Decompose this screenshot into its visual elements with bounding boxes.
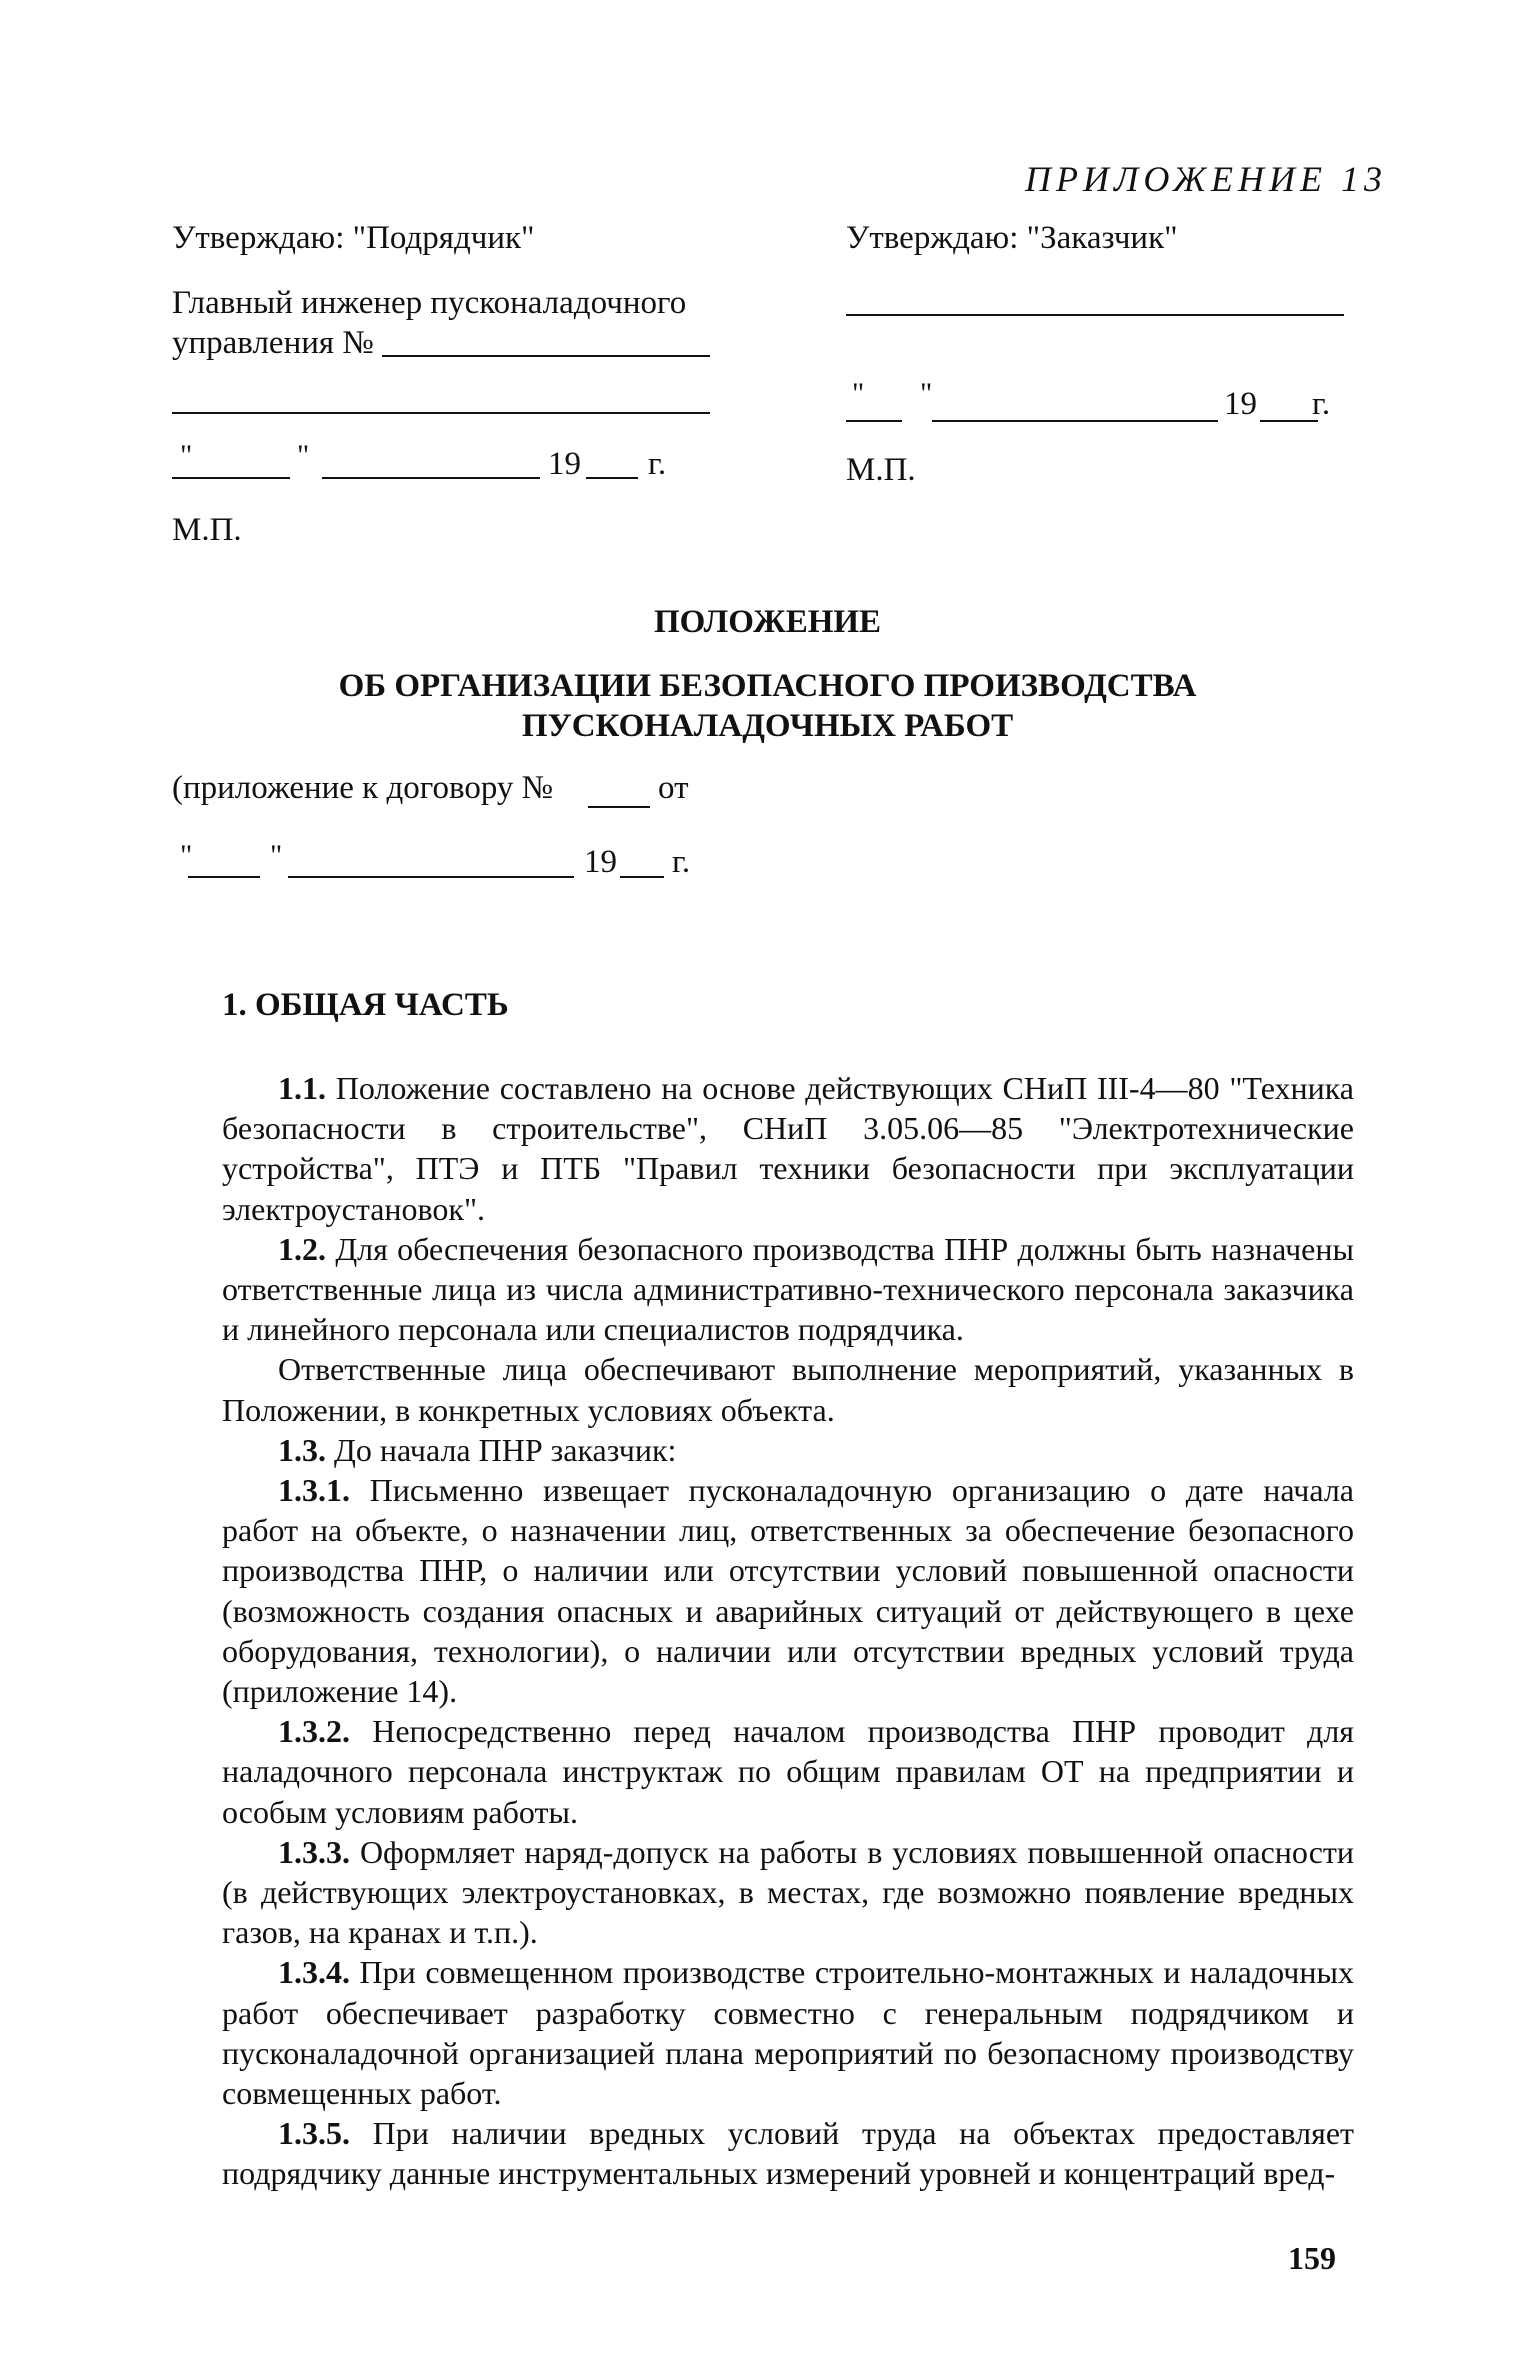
contract-year-line	[620, 876, 664, 878]
paragraph-number: 1.3.2.	[278, 1713, 350, 1750]
paragraph-1-3-2	[222, 1711, 1354, 1832]
paragraph-number: 1.3.4.	[278, 1954, 350, 1991]
document-subtitle-line1: ОБ ОРГАНИЗАЦИИ БЕЗОПАСНОГО ПРОИЗВОДСТВА	[338, 668, 1197, 704]
customer-date-quote-open: "	[852, 377, 865, 410]
contract-date-quote-close: "	[270, 839, 283, 872]
paragraph-number: 1.1.	[278, 1070, 326, 1106]
contractor-stamp: М.П.	[172, 512, 242, 548]
section-body	[222, 1068, 1354, 2194]
contract-year-suffix: г.	[672, 844, 691, 880]
paragraph-text: При наличии вредных условий труда на объектах предоставляет подрядчику данные инструментальных измерений уровней и концентраций вред-	[222, 2115, 1354, 2192]
paragraph-number: 1.2.	[278, 1230, 326, 1267]
contract-year: 19	[584, 844, 617, 880]
contractor-year: 19	[548, 446, 581, 482]
contractor-date-quote-open: "	[180, 439, 193, 472]
contract-month-line	[288, 876, 574, 878]
paragraph-text: Ответственные лица обеспечивают выполнение мероприятий, указанных в Положении, в конкретных условиях объекта.	[222, 1351, 1354, 1428]
document-title: ПОЛОЖЕНИЕ	[653, 604, 882, 640]
contract-day-line	[188, 876, 260, 878]
section-heading: 1. ОБЩАЯ ЧАСТЬ	[222, 987, 509, 1023]
customer-year-line	[1260, 420, 1318, 422]
customer-year-suffix: г.	[1312, 386, 1331, 422]
paragraph-number: 1.3.	[278, 1431, 326, 1468]
paragraph-text: При совмещенном производстве строительно-монтажных и наладочных работ обеспечивает разработку совместно с генеральным подрядчиком и пусконаладочной организацией плана мероприятий по безопасному производству совмещенных работ.	[222, 1954, 1354, 2112]
customer-day-line	[846, 420, 902, 422]
department-number-line	[382, 355, 710, 357]
contractor-year-line	[586, 477, 638, 479]
paragraph-responsible	[222, 1349, 1354, 1429]
contractor-date-quote-close: "	[297, 439, 310, 472]
contractor-role-line1: Главный инженер пусконаладочного	[172, 285, 687, 321]
customer-stamp: М.П.	[846, 452, 916, 488]
paragraph-number: 1.3.1.	[278, 1472, 350, 1509]
document-subtitle-line2: ПУСКОНАЛАДОЧНЫХ РАБОТ	[521, 708, 1014, 744]
paragraph-1-3	[222, 1430, 1354, 1470]
paragraph-1-1	[222, 1068, 1354, 1229]
paragraph-text: Письменно извещает пусконаладочную организацию о дате начала работ на объекте, о назначении лиц, ответственных за обеспечение безопасного производства ПНР, о наличии или отсутствии условий повышенной опасности (возможность создания опасных и аварийных ситуаций от действующего в цехе оборудования, технологии), о наличии или отсутствии вредных условий труда (приложение 14).	[222, 1472, 1354, 1710]
contractor-day-line	[172, 477, 290, 479]
contractor-signature-line	[172, 412, 710, 414]
paragraph-text: Положение составлено на основе действующих СНиП III-4—80 "Техника безопасности в строительстве", СНиП 3.05.06—85 "Электротехнические устройства", ПТЭ и ПТБ "Правил техники безопасности при эксплуатации электроустановок".	[222, 1070, 1354, 1227]
paragraph-text: Оформляет наряд-допуск на работы в условиях повышенной опасности (в действующих электроустановках, в местах, где возможно появление вредных газов, на кранах и т.п.).	[222, 1833, 1354, 1951]
paragraph-1-3-5	[222, 2113, 1354, 2193]
paragraph-number: 1.3.5.	[278, 2115, 350, 2152]
contract-from-label: от	[658, 770, 689, 806]
paragraph-1-3-4	[222, 1952, 1354, 2113]
paragraph-number: 1.3.3.	[278, 1833, 350, 1870]
appendix-label: ПРИЛОЖЕНИЕ 13	[1025, 159, 1387, 199]
contract-number-line	[588, 806, 650, 808]
paragraph-1-3-1	[222, 1470, 1354, 1711]
customer-approve: Утверждаю: "Заказчик"	[846, 220, 1178, 256]
customer-signature-line	[846, 314, 1344, 316]
paragraph-text: До начала ПНР заказчик:	[326, 1431, 677, 1468]
paragraph-text: Непосредственно перед началом производства ПНР проводит для наладочного персонала инструктаж по общим правилам ОТ на предприятии и особым условиям работы.	[222, 1713, 1354, 1830]
paragraph-1-2	[222, 1229, 1354, 1350]
customer-year: 19	[1224, 386, 1257, 422]
contractor-month-line	[322, 477, 540, 479]
page-number: 159	[1288, 2240, 1336, 2276]
contractor-year-suffix: г.	[648, 446, 667, 482]
customer-date-quote-close: "	[920, 377, 933, 410]
customer-month-line	[932, 420, 1218, 422]
contractor-role-line2: управления №	[172, 325, 374, 361]
paragraph-text: Для обеспечения безопасного производства ПНР должны быть назначены ответственные лица из числа административно-технического персонала заказчика и линейного персонала или специалистов подрядчика.	[222, 1230, 1354, 1348]
paragraph-1-3-3	[222, 1832, 1354, 1953]
contract-date-quote-open: "	[180, 839, 193, 872]
contract-reference-prefix: (приложение к договору №	[172, 770, 554, 806]
contractor-approve: Утверждаю: "Подрядчик"	[172, 220, 535, 256]
